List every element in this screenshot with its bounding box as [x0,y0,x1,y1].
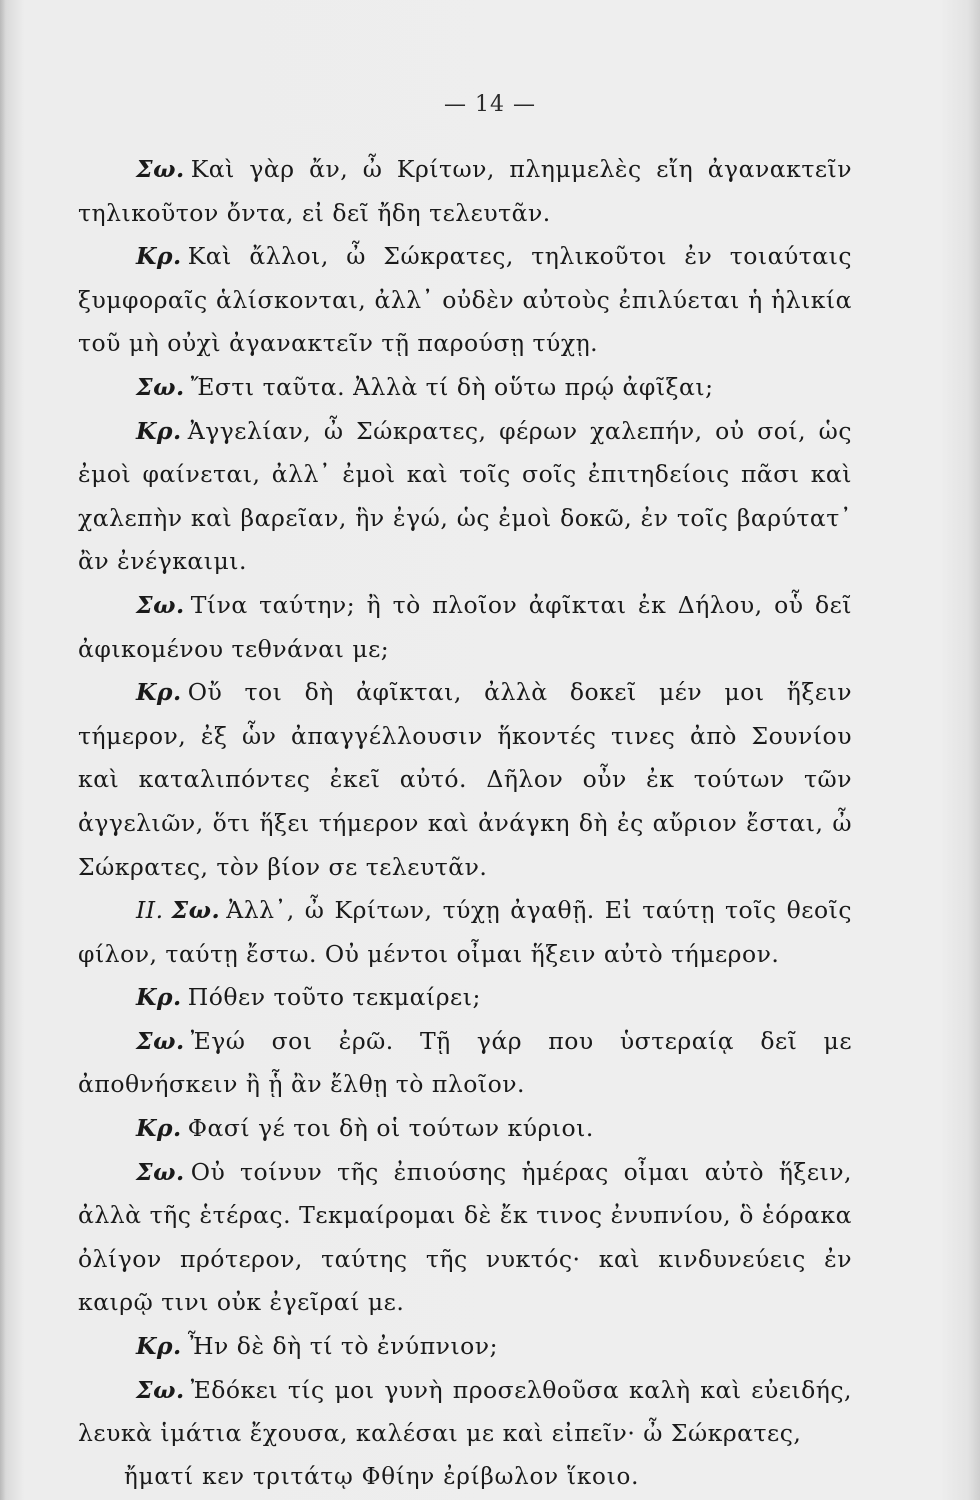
paragraph-text: Οὐ τοίνυν τῆς ἐπιούσης ἡμέρας οἶμαι αὐτὸ ἥξειν, ἀλλὰ τῆς ἑτέρας. Τεκμαίρομαι δὲ ἔκ τινος ἐνυπνίου, ὃ ἑόρακα ὀλίγον πρότερον, ταύτης τῆς νυκτός· καὶ κινδυνεύεις ἐν καιρῷ τινι οὐκ ἐγεῖραί με. [78,1157,852,1317]
speaker-label: Σω. [171,896,221,925]
paragraph-text: Ἔστι ταῦτα. Ἀλλὰ τί δὴ οὕτω πρῴ ἀφῖξαι; [190,372,714,401]
speaker-label: Σω. [136,590,185,619]
paragraph-text: Καὶ ἄλλοι, ὦ Σώκρατες, τηλικοῦτοι ἐν τοιαύταις ξυμφοραῖς ἁλίσκονται, ἀλλ᾽ οὐδὲν αὐτοὺς ἐπιλύεται ἡ ἡλικία τοῦ μὴ οὐχὶ ἀγανακτεῖν τῇ παρούσῃ τύχῃ. [78,242,852,358]
speaker-label: Κρ. [136,678,182,707]
paragraph [78,1151,852,1325]
paragraph [78,148,852,235]
speaker-label: Κρ. [136,1114,182,1143]
paragraph-text: Τίνα ταύτην; ἢ τὸ πλοῖον ἀφῖκται ἐκ Δήλου, οὗ δεῖ ἀφικομένου τεθνάναι με; [78,590,852,663]
paragraph-text: Ἐγώ σοι ἐρῶ. Τῇ γάρ που ὑστεραίᾳ δεῖ με ἀποθνήσκειν ἢ ᾗ ἂν ἔλθῃ τὸ πλοῖον. [78,1026,852,1099]
paragraph-text: Ἦν δὲ δὴ τί τὸ ἐνύπνιον; [187,1332,499,1361]
paragraph-text: Ἀλλ᾽, ὦ Κρίτων, τύχῃ ἀγαθῇ. Εἰ ταύτῃ τοῖς θεοῖς φίλον, ταύτῃ ἔστω. Οὐ μέντοι οἶμαι ἥξειν αὐτὸ τήμερον. [78,896,852,968]
verse-quotation: ἤματί κεν τριτάτῳ Φθίην ἐρίβωλον ἵκοιο. [124,1463,640,1490]
paragraph-text: Οὔ τοι δὴ ἀφῖκται, ἀλλὰ δοκεῖ μέν μοι ἥξειν τήμερον, ἐξ ὧν ἀπαγγέλλουσιν ἥκοντές τινες ἀπὸ Σουνίου καὶ καταλιπόντες ἐκεῖ αὐτό. Δῆλον οὖν ἐκ τούτων τῶν ἀγγελιῶν, ὅτι ἥξει τήμερον καὶ ἀνάγκη δὴ ἐς αὔριον ἔσται, ὦ Σώκρατες, τὸν βίον σε τελευτᾶν. [78,678,852,881]
speaker-label: Σω. [136,1157,185,1186]
speaker-label: Σω. [136,155,185,183]
paragraph-text: Ἐδόκει τίς μοι γυνὴ προσελθοῦσα καλὴ καὶ εὐειδής, λευκὰ ἱμάτια ἔχουσα, καλέσαι με καὶ εἰπεῖν· ὦ Σώκρατες, [78,1375,852,1448]
paragraph [78,235,852,366]
paragraph [78,976,852,1020]
paragraph-text: Πόθεν τοῦτο τεκμαίρει; [187,983,481,1012]
paragraph [78,1325,852,1369]
section-number: ΙΙ. [136,896,164,925]
speaker-label: Σω. [136,1375,185,1404]
speaker-label: Κρ. [136,1332,182,1361]
paragraph [78,1107,852,1151]
paragraph [78,410,852,584]
speaker-label: Σω. [136,1026,185,1055]
paragraph [78,1020,852,1107]
paragraph-text: Φασί γέ τοι δὴ οἱ τούτων κύριοι. [187,1114,594,1143]
speaker-label: Κρ. [136,242,182,271]
paragraph-text: Ἀγγελίαν, ὦ Σώκρατες, φέρων χαλεπήν, οὐ σοί, ὡς ἐμοὶ φαίνεται, ἀλλ᾽ ἐμοὶ καὶ τοῖς σοῖς ἐπιτηδείοις πᾶσι καὶ χαλεπὴν καὶ βαρεῖαν, ἣν ἐγώ, ὡς ἐμοὶ δοκῶ, ἐν τοῖς βαρύτατ᾽ ἂν ἐνέγκαιμι. [78,416,852,576]
paragraph-text: Καὶ γὰρ ἄν, ὦ Κρίτων, πλημμελὲς εἴη ἀγανακτεῖν τηλικοῦτον ὄντα, εἰ δεῖ ἤδη τελευτᾶν. [78,155,852,227]
page-number: — 14 — [444,92,536,117]
paragraph [78,366,852,410]
paragraph [78,889,852,976]
paragraph [78,584,852,671]
paragraph [78,1369,852,1456]
speaker-label: Σω. [136,372,185,401]
paragraph [78,671,852,889]
speaker-label: Κρ. [136,983,182,1012]
speaker-label: Κρ. [136,416,182,445]
dialogue-text [78,148,852,1499]
